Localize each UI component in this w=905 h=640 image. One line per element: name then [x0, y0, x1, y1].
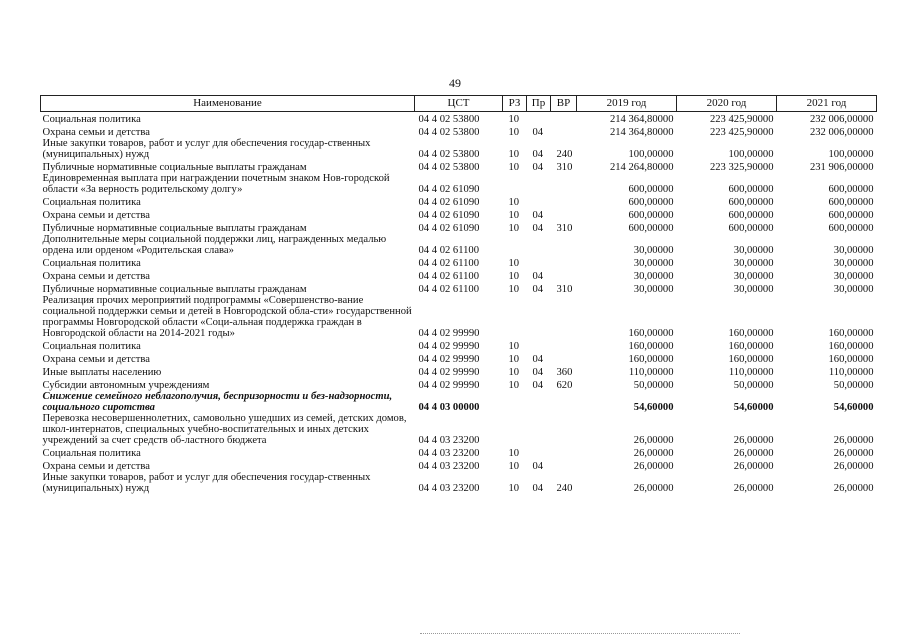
table-row [41, 378, 877, 391]
cell-name: Охрана семьи и детства [42, 461, 150, 472]
cell-y2020: 223 425,90000 [709, 114, 774, 125]
cell-y2021: 100,00000 [828, 149, 874, 160]
cell-y2019: 214 364,80000 [609, 114, 674, 125]
cell-vr [551, 173, 577, 195]
cell-name: Единовременная выплата при награждении почетным знаком Нов-городской области «За верность родительскому долгу» [42, 173, 390, 195]
table-row [41, 256, 877, 269]
cell-y2019: 54,60000 [633, 402, 674, 413]
cell-pr [527, 256, 551, 269]
cell-pr [527, 195, 551, 208]
cell-y2021: 232 006,00000 [809, 114, 874, 125]
cell-y2020: 600,00000 [728, 184, 774, 195]
cell-pr: 04 [532, 483, 544, 494]
cell-y2019: 600,00000 [628, 210, 674, 221]
cell-name: Публичные нормативные социальные выплаты гражданам [42, 223, 307, 234]
cell-name: Иные закупки товаров, работ и услуг для обеспечения государ-ственных (муниципальных) нужд [42, 472, 371, 494]
cell-y2021: 54,60000 [833, 402, 874, 413]
cell-name: Социальная политика [42, 114, 141, 125]
table-row [41, 413, 877, 446]
cell-y2021: 600,00000 [828, 210, 874, 221]
table-row [41, 221, 877, 234]
cell-vr [551, 413, 577, 446]
cell-y2020: 160,00000 [728, 354, 774, 365]
cell-cst: 04 4 02 61100 [418, 271, 480, 282]
cell-rz: 10 [508, 114, 520, 125]
cell-pr: 04 [532, 284, 544, 295]
cell-y2020: 26,00000 [733, 448, 774, 459]
cell-y2021: 26,00000 [833, 483, 874, 494]
cell-pr: 04 [532, 127, 544, 138]
cell-rz: 10 [508, 284, 520, 295]
table-row [41, 112, 877, 126]
cell-pr: 04 [532, 380, 544, 391]
cell-cst: 04 4 02 61090 [418, 197, 480, 208]
cell-y2020: 100,00000 [728, 149, 774, 160]
cell-rz: 10 [508, 149, 520, 160]
cell-y2021: 600,00000 [828, 197, 874, 208]
cell-name: Снижение семейного неблагополучия, беспризорности и без-надзорности, социального сиротства [42, 391, 393, 413]
cell-vr [551, 352, 577, 365]
cell-pr [527, 413, 551, 446]
cell-vr: 240 [556, 149, 573, 160]
cell-pr [527, 112, 551, 126]
table-row [41, 391, 877, 413]
cell-y2019: 214 264,80000 [609, 162, 674, 173]
cell-y2021: 160,00000 [828, 328, 874, 339]
cell-vr: 310 [556, 162, 573, 173]
cell-name: Социальная политика [42, 258, 141, 269]
cell-cst: 04 4 03 00000 [418, 402, 480, 413]
cell-y2019: 30,00000 [633, 258, 674, 269]
cell-y2021: 160,00000 [828, 354, 874, 365]
cell-y2021: 30,00000 [833, 284, 874, 295]
cell-rz [503, 295, 527, 339]
cell-name: Реализация прочих мероприятий подпрограммы «Совершенство-вание социальной поддержки семьи и детей в Новгородской обла-сти» государственной программы Новгородской области «Соци-альная поддержка граждан в Новгородской области на 2014-2021 годы» [42, 295, 412, 339]
cell-y2019: 600,00000 [628, 184, 674, 195]
cell-rz: 10 [508, 271, 520, 282]
cell-name: Охрана семьи и детства [42, 271, 150, 282]
cell-cst: 04 4 02 53800 [418, 149, 480, 160]
cell-vr [551, 234, 577, 256]
cell-cst: 04 4 02 53800 [418, 114, 480, 125]
cell-y2019: 600,00000 [628, 197, 674, 208]
cell-name: Публичные нормативные социальные выплаты гражданам [42, 284, 307, 295]
cell-name: Социальная политика [42, 341, 141, 352]
cell-rz [503, 234, 527, 256]
cell-name: Охрана семьи и детства [42, 354, 150, 365]
table-row [41, 173, 877, 195]
header-name: Наименование [41, 96, 415, 112]
cell-y2021: 231 906,00000 [809, 162, 874, 173]
cell-cst: 04 4 02 99990 [418, 328, 480, 339]
cell-y2020: 30,00000 [733, 271, 774, 282]
table-row [41, 365, 877, 378]
cell-y2019: 160,00000 [628, 354, 674, 365]
cell-vr [551, 125, 577, 138]
table-body [41, 112, 877, 495]
cell-name: Охрана семьи и детства [42, 210, 150, 221]
cell-vr [551, 391, 577, 413]
cell-y2019: 26,00000 [633, 435, 674, 446]
cell-y2020: 160,00000 [728, 328, 774, 339]
cell-y2019: 30,00000 [633, 271, 674, 282]
cell-rz: 10 [508, 223, 520, 234]
cell-vr [551, 459, 577, 472]
cell-pr: 04 [532, 271, 544, 282]
table-row [41, 339, 877, 352]
cell-vr [551, 269, 577, 282]
table-row [41, 269, 877, 282]
cell-vr [551, 339, 577, 352]
cell-pr [527, 446, 551, 459]
cell-vr [551, 195, 577, 208]
cell-y2021: 30,00000 [833, 258, 874, 269]
cell-cst: 04 4 03 23200 [418, 461, 480, 472]
cell-rz: 10 [508, 380, 520, 391]
cell-pr [527, 295, 551, 339]
cell-pr [527, 234, 551, 256]
cell-y2019: 50,00000 [633, 380, 674, 391]
cell-name: Иные выплаты населению [42, 367, 162, 378]
cell-y2020: 26,00000 [733, 435, 774, 446]
cell-rz: 10 [508, 162, 520, 173]
cell-rz: 10 [508, 354, 520, 365]
cell-y2021: 30,00000 [833, 271, 874, 282]
header-cst: ЦСТ [415, 96, 503, 112]
cell-rz [503, 173, 527, 195]
cell-rz [503, 391, 527, 413]
cell-y2020: 50,00000 [733, 380, 774, 391]
cell-pr: 04 [532, 149, 544, 160]
cell-vr [551, 446, 577, 459]
header-pr: Пр [527, 96, 551, 112]
cell-cst: 04 4 02 99990 [418, 341, 480, 352]
table-row [41, 195, 877, 208]
cell-y2020: 54,60000 [733, 402, 774, 413]
cell-vr: 360 [556, 367, 573, 378]
cell-y2020: 600,00000 [728, 197, 774, 208]
cell-cst: 04 4 02 99990 [418, 380, 480, 391]
cell-rz: 10 [508, 461, 520, 472]
cell-pr: 04 [532, 162, 544, 173]
cell-y2020: 223 425,90000 [709, 127, 774, 138]
cell-y2019: 160,00000 [628, 341, 674, 352]
cell-y2021: 26,00000 [833, 448, 874, 459]
table-row [41, 138, 877, 160]
cell-cst: 04 4 02 53800 [418, 127, 480, 138]
cell-y2021: 600,00000 [828, 223, 874, 234]
cell-rz: 10 [508, 448, 520, 459]
cell-y2019: 30,00000 [633, 245, 674, 256]
cell-pr [527, 391, 551, 413]
cell-cst: 04 4 02 99990 [418, 354, 480, 365]
cell-vr: 310 [556, 223, 573, 234]
header-2020: 2020 год [677, 96, 777, 112]
cell-rz: 10 [508, 197, 520, 208]
cell-y2020: 30,00000 [733, 258, 774, 269]
cell-rz: 10 [508, 367, 520, 378]
cell-y2020: 600,00000 [728, 210, 774, 221]
table-row [41, 446, 877, 459]
table-row [41, 234, 877, 256]
cell-y2021: 232 006,00000 [809, 127, 874, 138]
cell-y2020: 30,00000 [733, 245, 774, 256]
cell-rz: 10 [508, 127, 520, 138]
cell-rz: 10 [508, 341, 520, 352]
cell-name: Перевозка несовершеннолетних, самовольно ушедших из семей, детских домов, школ-интернатов, специальных учебно-воспитательных и иных детских учреждений за счет средств об-ластного бюджета [42, 413, 407, 446]
table-row [41, 208, 877, 221]
table-header-row [41, 96, 877, 112]
cell-vr [551, 295, 577, 339]
header-2019: 2019 год [577, 96, 677, 112]
cell-y2021: 26,00000 [833, 461, 874, 472]
cell-rz: 10 [508, 483, 520, 494]
header-vr: ВР [551, 96, 577, 112]
cell-y2019: 214 364,80000 [609, 127, 674, 138]
cell-y2019: 26,00000 [633, 461, 674, 472]
cell-cst: 04 4 03 23200 [418, 435, 480, 446]
cell-pr [527, 339, 551, 352]
cell-rz: 10 [508, 258, 520, 269]
cell-y2020: 160,00000 [728, 341, 774, 352]
cell-y2021: 110,00000 [828, 367, 874, 378]
cell-y2020: 26,00000 [733, 461, 774, 472]
cell-pr: 04 [532, 461, 544, 472]
cell-pr [527, 173, 551, 195]
cell-rz: 10 [508, 210, 520, 221]
page-number: 49 [449, 76, 461, 90]
cell-vr [551, 256, 577, 269]
table-row [41, 125, 877, 138]
cell-y2021: 600,00000 [828, 184, 874, 195]
cell-name: Дополнительные меры социальной поддержки лиц, награжденных медалью ордена или орденом «Родительская слава» [42, 234, 387, 256]
table-row [41, 160, 877, 173]
cell-y2021: 26,00000 [833, 435, 874, 446]
cell-pr: 04 [532, 223, 544, 234]
cell-y2020: 26,00000 [733, 483, 774, 494]
cell-pr: 04 [532, 210, 544, 221]
cell-cst: 04 4 02 99990 [418, 367, 480, 378]
cell-cst: 04 4 02 61100 [418, 245, 480, 256]
cell-y2020: 223 325,90000 [709, 162, 774, 173]
header-rz: РЗ [503, 96, 527, 112]
table-row [41, 295, 877, 339]
cell-cst: 04 4 03 23200 [418, 448, 480, 459]
cell-cst: 04 4 02 61100 [418, 284, 480, 295]
scan-artifact-line [420, 633, 740, 636]
cell-y2019: 26,00000 [633, 483, 674, 494]
budget-table [40, 95, 877, 494]
cell-y2019: 30,00000 [633, 284, 674, 295]
cell-y2020: 110,00000 [728, 367, 774, 378]
cell-name: Охрана семьи и детства [42, 127, 150, 138]
cell-vr: 310 [556, 284, 573, 295]
cell-pr: 04 [532, 354, 544, 365]
cell-y2019: 110,00000 [628, 367, 674, 378]
cell-cst: 04 4 02 61090 [418, 210, 480, 221]
cell-cst: 04 4 02 53800 [418, 162, 480, 173]
cell-cst: 04 4 03 23200 [418, 483, 480, 494]
cell-y2021: 30,00000 [833, 245, 874, 256]
cell-y2021: 50,00000 [833, 380, 874, 391]
cell-vr: 620 [556, 380, 573, 391]
cell-name: Субсидии автономным учреждениям [42, 380, 210, 391]
cell-y2019: 160,00000 [628, 328, 674, 339]
table-row [41, 282, 877, 295]
cell-vr: 240 [556, 483, 573, 494]
cell-y2020: 30,00000 [733, 284, 774, 295]
cell-y2019: 600,00000 [628, 223, 674, 234]
cell-cst: 04 4 02 61090 [418, 223, 480, 234]
header-2021: 2021 год [777, 96, 877, 112]
table-row [41, 352, 877, 365]
cell-rz [503, 413, 527, 446]
cell-name: Социальная политика [42, 197, 141, 208]
cell-pr: 04 [532, 367, 544, 378]
cell-cst: 04 4 02 61100 [418, 258, 480, 269]
cell-vr [551, 112, 577, 126]
cell-y2021: 160,00000 [828, 341, 874, 352]
cell-name: Публичные нормативные социальные выплаты гражданам [42, 162, 307, 173]
table-row [41, 459, 877, 472]
cell-vr [551, 208, 577, 221]
cell-cst: 04 4 02 61090 [418, 184, 480, 195]
cell-y2019: 26,00000 [633, 448, 674, 459]
cell-name: Иные закупки товаров, работ и услуг для обеспечения государ-ственных (муниципальных) нужд [42, 138, 371, 160]
cell-name: Социальная политика [42, 448, 141, 459]
cell-y2019: 100,00000 [628, 149, 674, 160]
cell-y2020: 600,00000 [728, 223, 774, 234]
table-row [41, 472, 877, 494]
